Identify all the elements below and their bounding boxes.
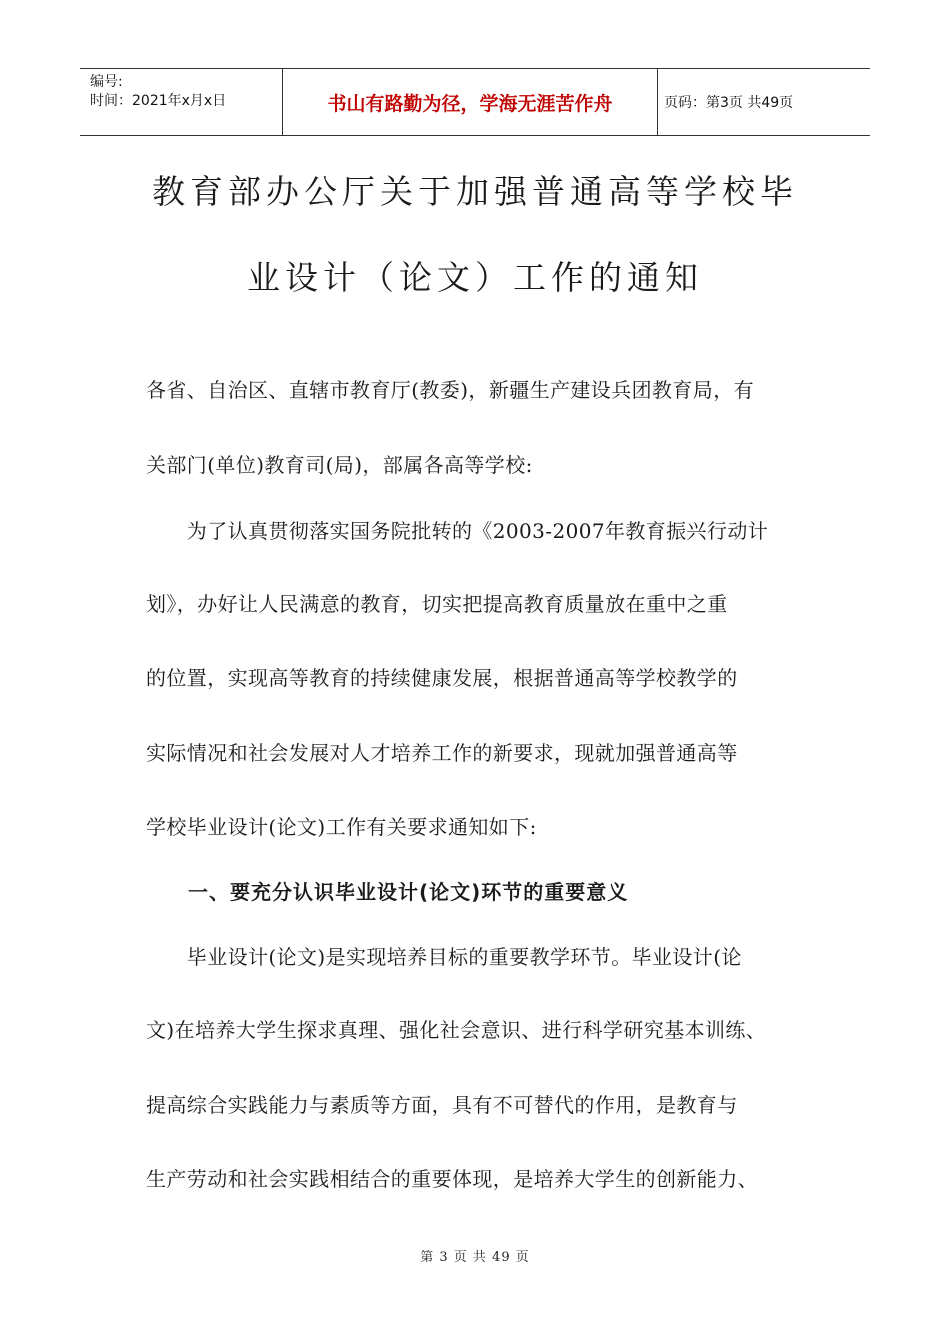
body-line: 生产劳动和社会实践相结合的重要体现，是培养大学生的创新能力、 xyxy=(146,1167,758,1191)
document-title-line-2: 业设计（论文）工作的通知 xyxy=(247,258,703,297)
body-line: 文)在培养大学生探求真理、强化社会意识、进行科学研究基本训练、 xyxy=(146,1018,767,1042)
body-line: 的位置，实现高等教育的持续健康发展，根据普通高等学校教学的 xyxy=(146,666,738,690)
body-line: 提高综合实践能力与素质等方面，具有不可替代的作用，是教育与 xyxy=(146,1093,738,1117)
body-line: 各省、自治区、直辖市教育厅(教委)，新疆生产建设兵团教育局，有 xyxy=(146,378,755,402)
header-motto: 书山有路勤为径，学海无涯苦作舟 xyxy=(282,69,658,135)
body-line: 毕业设计(论文)是实现培养目标的重要教学环节。毕业设计(论 xyxy=(146,945,742,969)
header-left-cell xyxy=(80,69,282,135)
body-line: 实际情况和社会发展对人才培养工作的新要求，现就加强普通高等 xyxy=(146,741,738,765)
document-number-label: 编号: xyxy=(90,74,123,90)
document-time-label: 时间：2021年x月x日 xyxy=(90,93,227,109)
section-heading: 一、要充分认识毕业设计(论文)环节的重要意义 xyxy=(146,880,629,904)
body-line: 为了认真贯彻落实国务院批转的《2003-2007年教育振兴行动计 xyxy=(146,519,769,543)
body-line: 划》，办好让人民满意的教育，切实把提高教育质量放在重中之重 xyxy=(146,592,728,616)
document-title-line-1: 教育部办公厅关于加强普通高等学校毕 xyxy=(152,172,798,211)
header-page-info: 页码：第3页 共49页 xyxy=(664,95,794,111)
header-table xyxy=(80,68,870,136)
page-footer: 第 3 页 共 49 页 xyxy=(420,1250,530,1265)
body-line: 学校毕业设计(论文)工作有关要求通知如下: xyxy=(146,815,537,839)
body-line: 关部门(单位)教育司(局)，部属各高等学校: xyxy=(146,453,533,477)
